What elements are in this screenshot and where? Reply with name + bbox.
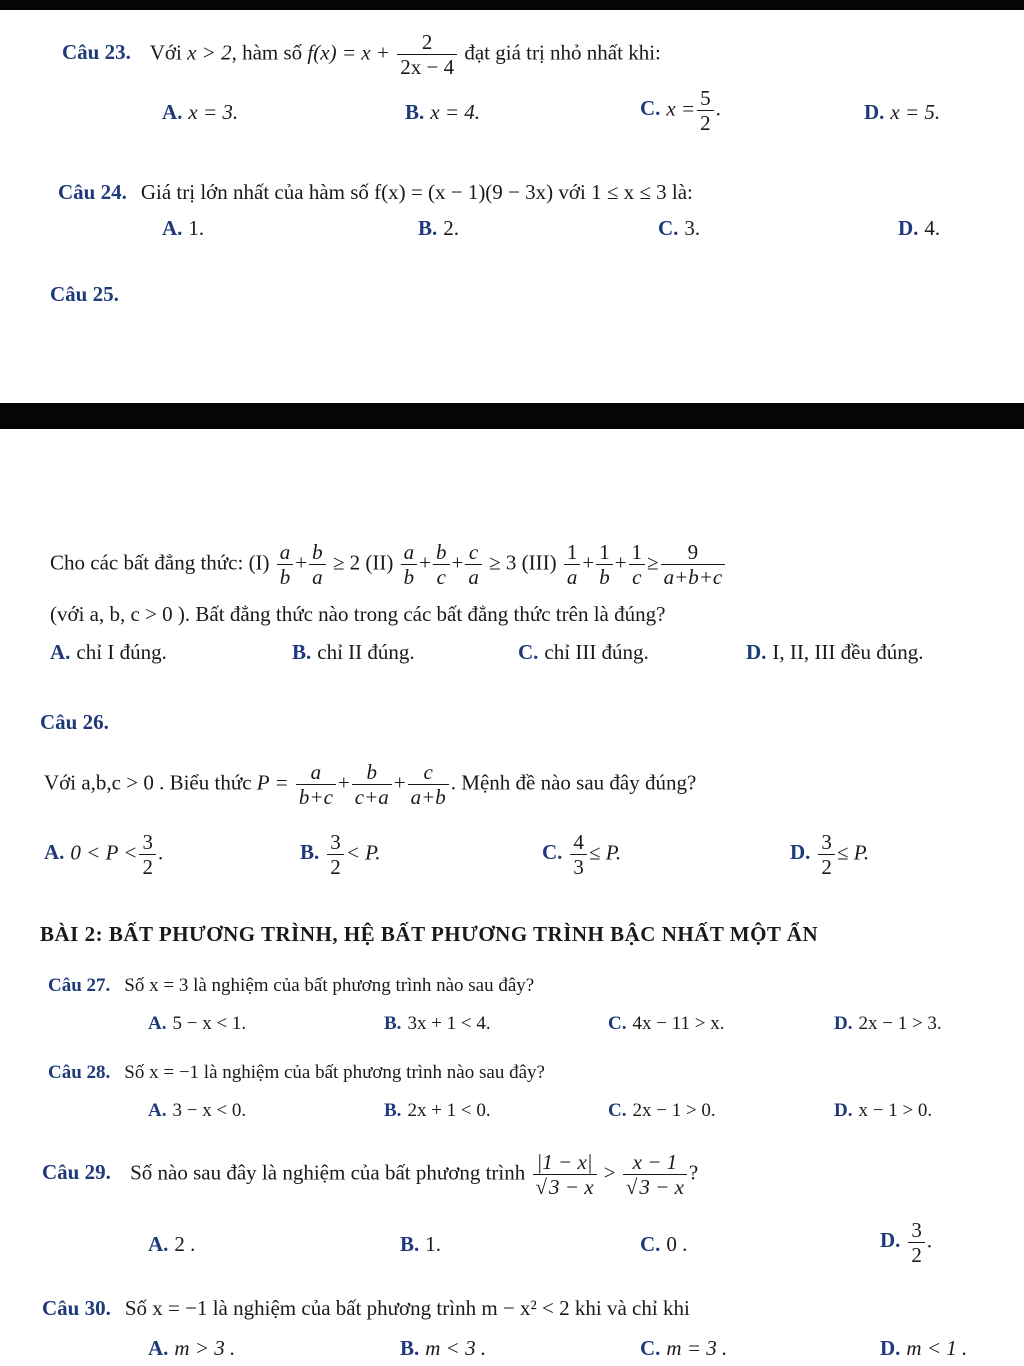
q25-i-tail: ≥ 2 — [332, 550, 361, 575]
option-letter: B. — [384, 1100, 402, 1121]
option-letter: C. — [658, 216, 679, 240]
option-letter: C. — [640, 1336, 661, 1360]
frac-num: x − 1 — [623, 1150, 687, 1175]
q23-frac-num: 2 — [397, 30, 457, 55]
q26-option-c[interactable] — [542, 830, 621, 879]
frac-den: 2 — [821, 855, 832, 880]
option-text: 3x + 1 < 4. — [407, 1013, 491, 1034]
q23-stem-pre: Với — [149, 40, 182, 65]
frac-num: c — [465, 540, 482, 565]
frac-num: |1 − x| — [533, 1150, 597, 1175]
q29-option-a[interactable] — [148, 1232, 195, 1257]
q27-option-d[interactable] — [834, 1013, 942, 1035]
option-text: m < 1 . — [906, 1336, 968, 1360]
q25-option-d[interactable] — [746, 640, 923, 665]
option-letter: C. — [640, 1232, 661, 1256]
option-text: chỉ II đúng. — [317, 640, 415, 664]
option-text: x − 1 > 0. — [858, 1100, 933, 1121]
q23-option-c[interactable] — [640, 86, 721, 135]
option-text: x = 5. — [890, 100, 941, 124]
frac-num: b — [309, 540, 326, 565]
q24-option-a[interactable] — [162, 216, 204, 241]
sqrt-body: 3 − x — [639, 1175, 684, 1200]
q25-option-a[interactable] — [50, 640, 167, 665]
q25-frac-b-a — [309, 540, 326, 589]
q28-option-c[interactable] — [608, 1100, 716, 1122]
q23-option-b[interactable] — [405, 100, 480, 125]
question-26-label-block — [40, 710, 123, 735]
option-letter: C. — [608, 1013, 627, 1034]
frac-den: b — [403, 565, 415, 590]
option-text: chỉ I đúng. — [76, 640, 167, 664]
sqrt-body: 3 − x — [549, 1175, 594, 1200]
plus-sign: + — [614, 550, 627, 575]
option-letter: B. — [300, 840, 320, 865]
option-post: < P. — [345, 840, 381, 865]
q23-stem-post: đạt giá trị nhỏ nhất khi: — [464, 40, 661, 65]
q23-condition: x > 2 — [187, 40, 232, 65]
option-text: 2. — [443, 216, 460, 240]
question-30-label: Câu 30. — [42, 1296, 111, 1320]
frac-num: b — [352, 760, 392, 785]
frac-num: 1 — [596, 540, 613, 565]
q26-frac-3 — [408, 760, 449, 809]
frac-den — [623, 1175, 687, 1199]
frac-den: a+b+c — [663, 565, 723, 590]
option-letter: C. — [518, 640, 539, 664]
option-letter: D. — [880, 1336, 901, 1360]
q26-option-b[interactable] — [300, 830, 381, 879]
q29-option-b[interactable] — [400, 1232, 441, 1257]
plus-sign: + — [295, 550, 308, 575]
question-25-label-block — [50, 282, 133, 307]
q26-option-d[interactable] — [790, 830, 869, 879]
option-text: I, II, III đều đúng. — [772, 640, 924, 664]
q27-stem-text: Số x = 3 là nghiệm của bất phương trình nào sau đây? — [124, 975, 535, 996]
sqrt-icon: √ — [625, 1175, 638, 1200]
gt-sign: > — [603, 1160, 616, 1185]
question-25-line2: (với a, b, c > 0 ). Bất đẳng thức nào trong các bất đẳng thức trên là đúng? — [50, 602, 666, 626]
q25-stem-pre: Cho các bất đẳng thức: (I) — [50, 550, 270, 575]
option-letter: A. — [162, 216, 183, 240]
q25-ii-tail: ≥ 3 — [489, 550, 517, 575]
frac-num: 3 — [818, 830, 835, 855]
q23-option-a[interactable] — [162, 100, 238, 125]
q26-option-a[interactable] — [44, 830, 163, 879]
frac-num: 1 — [629, 540, 646, 565]
option-text: 2x − 1 > 0. — [632, 1100, 716, 1121]
geq-sign: ≥ — [647, 550, 659, 575]
q23-function: f(x) = x + — [307, 40, 390, 65]
option-text: 3 − x < 0. — [172, 1100, 247, 1121]
option-letter: B. — [400, 1232, 420, 1256]
option-text: 4. — [924, 216, 941, 240]
q25-frac-1-b — [596, 540, 613, 589]
question-23-label: Câu 23. — [62, 40, 131, 65]
frac-den: b+c — [298, 785, 333, 810]
plus-sign: + — [451, 550, 464, 575]
frac-num: 4 — [570, 830, 587, 855]
option-text: 1. — [188, 216, 205, 240]
plus-sign: + — [393, 770, 406, 795]
option-text: chỉ III đúng. — [544, 640, 649, 664]
frac-den: 2 — [700, 111, 711, 136]
frac-den: c — [632, 565, 642, 590]
q26-frac-1 — [296, 760, 336, 809]
q25-frac-a-b — [277, 540, 294, 589]
option-fraction — [697, 86, 714, 135]
option-letter: B. — [418, 216, 438, 240]
question-30-stem — [42, 1296, 690, 1321]
frac-num: a — [277, 540, 294, 565]
plus-sign: + — [419, 550, 431, 575]
frac-num: c — [408, 760, 449, 785]
q27-option-c[interactable] — [608, 1013, 724, 1035]
q30-option-b[interactable] — [400, 1336, 486, 1361]
frac-num: a — [296, 760, 336, 785]
option-letter: D. — [864, 100, 885, 124]
option-text: x = — [666, 96, 696, 121]
option-fraction — [570, 830, 587, 879]
option-fraction — [818, 830, 835, 879]
option-letter: D. — [880, 1228, 901, 1253]
option-letter: A. — [148, 1013, 167, 1034]
q26-frac-2 — [352, 760, 392, 809]
option-letter: B. — [292, 640, 312, 664]
option-letter: B. — [400, 1336, 420, 1360]
option-text: 0 . — [666, 1232, 688, 1256]
plus-sign: + — [337, 770, 350, 795]
q23-frac-den: 2x − 4 — [400, 55, 455, 80]
option-fraction — [327, 830, 344, 879]
q30-option-c[interactable] — [640, 1336, 727, 1361]
question-29-label: Câu 29. — [42, 1160, 111, 1185]
question-26-stem — [44, 760, 696, 809]
option-post: . — [157, 840, 164, 865]
option-post: . — [715, 96, 721, 121]
frac-den: a — [566, 565, 578, 590]
frac-num: 1 — [564, 540, 581, 565]
q30-option-a[interactable] — [148, 1336, 235, 1361]
option-post: . — [926, 1228, 933, 1253]
option-letter: D. — [746, 640, 767, 664]
frac-den: b — [599, 565, 610, 590]
question-27-stem — [48, 975, 534, 998]
option-letter: C. — [640, 96, 661, 121]
q28-option-a[interactable] — [148, 1100, 246, 1122]
q25-frac-a-b-2 — [401, 540, 418, 589]
option-letter: D. — [834, 1013, 853, 1034]
q29-option-d[interactable] — [880, 1218, 932, 1267]
option-letter: B. — [384, 1013, 402, 1034]
q29-option-c[interactable] — [640, 1232, 687, 1257]
option-letter: D. — [834, 1100, 853, 1121]
option-text: m = 3 . — [666, 1336, 728, 1360]
option-letter: D. — [790, 840, 811, 865]
option-letter: C. — [542, 840, 563, 865]
q29-frac-right — [623, 1150, 687, 1199]
question-25-stem — [50, 540, 727, 589]
q24-option-b[interactable] — [418, 216, 459, 241]
q30-option-d[interactable] — [880, 1336, 967, 1361]
frac-num: 3 — [327, 830, 344, 855]
option-fraction — [908, 1218, 925, 1267]
option-text: 0 < P < — [70, 840, 138, 865]
frac-num: 5 — [697, 86, 714, 111]
q23-stem-mid: , hàm số — [231, 40, 303, 65]
option-letter: C. — [608, 1100, 627, 1121]
q25-frac-1-a — [564, 540, 581, 589]
option-letter: A. — [50, 640, 71, 664]
frac-den: a — [468, 565, 479, 590]
option-text: 1. — [425, 1232, 442, 1256]
q25-option-c[interactable] — [518, 640, 649, 665]
q29-frac-left — [533, 1150, 597, 1199]
option-letter: B. — [405, 100, 425, 124]
option-letter: A. — [148, 1100, 167, 1121]
sqrt-icon: √ — [535, 1175, 548, 1200]
option-text: x = 3. — [188, 100, 239, 124]
question-27-label: Câu 27. — [48, 975, 111, 996]
option-text: x = 4. — [430, 100, 481, 124]
top-black-bar — [0, 0, 1024, 10]
question-24-stem — [58, 180, 693, 205]
question-28-label: Câu 28. — [48, 1062, 111, 1083]
question-25-label: Câu 25. — [50, 282, 119, 306]
q29-stem-post: ? — [688, 1160, 699, 1185]
q28-option-b[interactable] — [384, 1100, 491, 1122]
frac-num: a — [401, 540, 418, 565]
q28-option-d[interactable] — [834, 1100, 932, 1122]
q30-stem-text: Số x = −1 là nghiệm của bất phương trình m − x² < 2 khi và chỉ khi — [124, 1296, 690, 1320]
option-letter: A. — [44, 840, 65, 865]
frac-den: 2 — [911, 1243, 922, 1268]
option-letter: A. — [162, 100, 183, 124]
frac-den: a — [312, 565, 323, 590]
q25-ii-label: (II) — [365, 550, 394, 575]
q28-stem-text: Số x = −1 là nghiệm của bất phương trình nào sau đây? — [124, 1062, 545, 1083]
q26-stem-pre: Với a,b,c > 0 . Biểu thức — [44, 770, 252, 795]
option-text: 2 . — [174, 1232, 196, 1256]
q24-option-d[interactable] — [898, 216, 940, 241]
option-fraction — [139, 830, 156, 879]
q25-frac-1-c — [629, 540, 646, 589]
question-28-stem — [48, 1062, 545, 1085]
frac-den: c+a — [354, 785, 389, 810]
frac-den — [533, 1175, 597, 1199]
q25-iii-label: (III) — [521, 550, 557, 575]
q25-option-b[interactable] — [292, 640, 415, 665]
option-text: 5 − x < 1. — [172, 1013, 247, 1034]
q29-stem-pre: Số nào sau đây là nghiệm của bất phương trình — [130, 1160, 526, 1185]
frac-den: 3 — [573, 855, 584, 880]
option-post: ≤ P. — [836, 840, 870, 865]
frac-den: 2 — [330, 855, 341, 880]
question-29-stem — [42, 1150, 698, 1199]
frac-den: a+b — [410, 785, 446, 810]
middle-black-bar — [0, 403, 1024, 429]
question-26-label: Câu 26. — [40, 710, 109, 734]
q25-frac-9-abc — [661, 540, 726, 589]
q24-option-c[interactable] — [658, 216, 700, 241]
q25-frac-b-c — [433, 540, 450, 589]
option-letter: A. — [148, 1232, 169, 1256]
frac-den: b — [279, 565, 291, 590]
q27-option-b[interactable] — [384, 1013, 491, 1035]
q24-stem-text: Giá trị lớn nhất của hàm số f(x) = (x − 1)(9 − 3x) với 1 ≤ x ≤ 3 là: — [140, 180, 693, 204]
q23-fraction — [397, 30, 457, 79]
frac-den: c — [436, 565, 446, 590]
option-letter: A. — [148, 1336, 169, 1360]
q25-frac-c-a — [465, 540, 482, 589]
q26-stem-post: . Mệnh đề nào sau đây đúng? — [450, 770, 697, 795]
frac-num: b — [433, 540, 450, 565]
frac-num: 3 — [908, 1218, 925, 1243]
question-24-label: Câu 24. — [58, 180, 127, 204]
option-text: m > 3 . — [174, 1336, 236, 1360]
option-letter: D. — [898, 216, 919, 240]
option-text: m < 3 . — [425, 1336, 487, 1360]
frac-num: 9 — [661, 540, 726, 565]
question-23-stem — [62, 30, 661, 79]
option-text: 3. — [684, 216, 701, 240]
option-text: 4x − 11 > x. — [632, 1013, 725, 1034]
option-text: 2x − 1 > 3. — [858, 1013, 942, 1034]
q23-option-d[interactable] — [864, 100, 940, 125]
q26-p-eq: P = — [256, 770, 289, 795]
plus-sign: + — [582, 550, 595, 575]
option-post: ≤ P. — [588, 840, 622, 865]
section-title: BÀI 2: BẤT PHƯƠNG TRÌNH, HỆ BẤT PHƯƠNG TRÌNH BẬC NHẤT MỘT ẨN — [40, 922, 819, 946]
q27-option-a[interactable] — [148, 1013, 246, 1035]
option-text: 2x + 1 < 0. — [407, 1100, 491, 1121]
frac-num: 3 — [139, 830, 156, 855]
frac-den: 2 — [142, 855, 153, 880]
